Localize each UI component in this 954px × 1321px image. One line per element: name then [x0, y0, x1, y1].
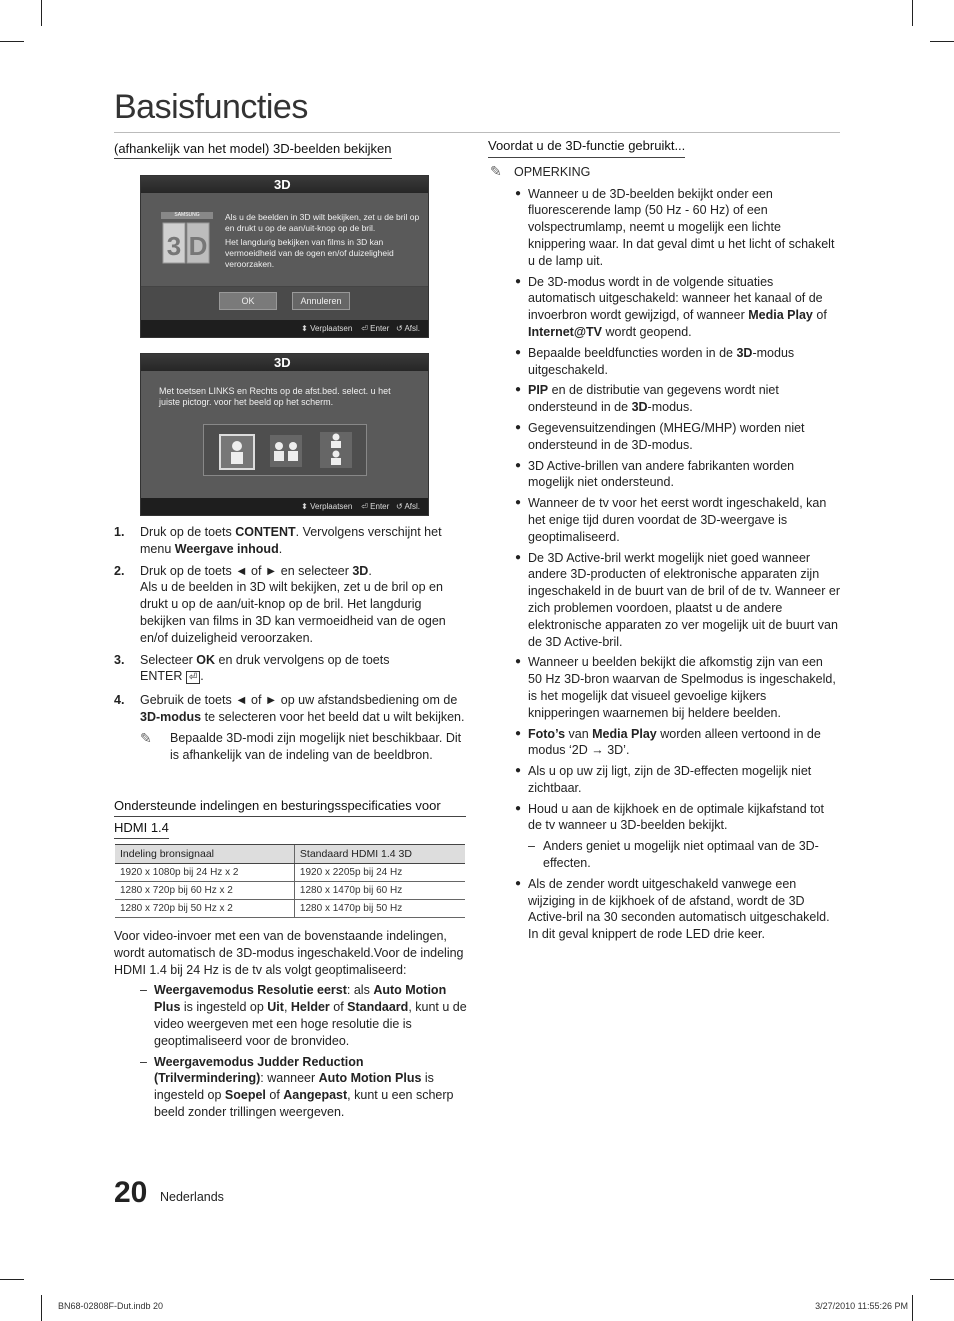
text: Houd u aan de kijkhoek en de optimale kijkafstand tot de tv wanneer u 3D-beelden bekijkt. [528, 801, 825, 833]
return-icon: ↺ [395, 502, 403, 511]
list-item: ● Foto’s van Media Play worden alleen vertoond in de modus ‘2D → 3D’. [515, 726, 821, 758]
bold-term: Internet@TV [528, 324, 602, 339]
footer-exit-label: Afsl. [404, 324, 420, 333]
text: Als de zender wordt uitgeschakeld vanwege een wijziging in de kijkhoek of de afstand, wordt de 3D Active-bril na 30 seconden automatisch uitgeschakeld. In dit geval knippert de rode LED drie keer. [528, 876, 830, 942]
section-heading-text: Voordat u de 3D-functie gebruikt... [488, 138, 685, 158]
bold-term: Weergavemodus Judder Reduction (Trilvermindering) [154, 1054, 364, 1086]
title-divider [114, 132, 840, 133]
osd-message [225, 212, 423, 270]
step-text: Druk op de toets [140, 525, 236, 539]
text: , kunt u de video weergeven met een hoge resolutie die is geoptimaliseerd voor de bronvideo. [154, 1000, 467, 1048]
list-item: ● Als u op uw zij ligt, zijn de 3D-effecten mogelijk niet zichtbaar. [515, 764, 812, 795]
cancel-button[interactable]: Annuleren [292, 292, 350, 310]
text: en de distributie van gegevens wordt niet ondersteund in de [528, 383, 779, 415]
bold-term: Weergavemodus Resolutie eerst [154, 983, 347, 998]
text: wordt geopend. [602, 324, 692, 339]
bold-term: PIP [528, 383, 549, 398]
section-heading-text: Ondersteunde indelingen en besturingsspecificaties voor [114, 795, 466, 817]
footer-enter-label: Enter [370, 324, 390, 333]
table-header: Standaard HDMI 1.4 3D [294, 845, 465, 864]
text: of [265, 1088, 284, 1103]
list-item: ● De 3D Active-bril werkt mogelijk niet goed wanneer andere 3D-producten of elektronische apparaten zijn ingeschakeld in de buurt van de bril of de tv. Wanneer er zich problemen voordoen, plaatst u de andere elektronische apparaten zo ver mogelijk uit de buurt van de 3D Active-bril. [515, 550, 840, 649]
text: : wanneer [260, 1071, 319, 1086]
crop-mark [912, 0, 913, 26]
footer-move-label: Verplaatsen [310, 324, 353, 333]
text: De 3D Active-bril werkt mogelijk niet goed wanneer andere 3D-producten of elektronische apparaten zijn ingeschakeld in de buurt van de bril of de tv. Wanneer er zich problemen voordoen, plaatst u de andere elektronische apparaten zo ver mogelijk uit de buurt van de 3D Active-bril. [528, 550, 840, 649]
section-heading-3d [114, 140, 392, 159]
pencil-note-icon: ✎ [140, 729, 152, 746]
step-note [114, 730, 466, 764]
section-heading-text: (afhankelijk van het model) 3D-beelden bekijken [114, 141, 392, 159]
step-key: CONTENT [235, 525, 296, 539]
step-2 [114, 563, 466, 647]
bold-term: Uit [267, 1000, 284, 1015]
osd-3d-mode-select [140, 353, 429, 516]
bold-term: Auto Motion Plus [154, 983, 447, 1015]
bold-term: Auto Motion Plus [318, 1071, 422, 1086]
dash-marker: – [140, 1054, 147, 1069]
bold-term: 3D [736, 345, 753, 360]
step-key: 3D [352, 563, 369, 578]
step-text: te selecteren voor het beeld dat u wilt bekijken. [201, 709, 465, 724]
step-3 [114, 652, 466, 688]
osd-message: Met toetsen LINKS en Rechts op de afst.bed. select. u het juiste pictogr. voor het beeld op het scherm. [159, 386, 391, 407]
osd-footer [141, 498, 428, 515]
footer-exit-label: Afsl. [404, 502, 420, 511]
text: Bepaalde beeldfuncties worden in de [528, 345, 737, 360]
list-item: ● Als de zender wordt uitgeschakeld vanwege een wijziging in de kijkhoek of de afstand, wordt de 3D Active-bril na 30 seconden automatisch uitgeschakeld. In dit geval knippert de rode LED drie keer. [515, 876, 830, 942]
return-icon: ↺ [395, 324, 403, 333]
text: Wanneer u beelden bekijkt die afkomstig zijn van een 50 Hz 3D-bron waarvan de Spelmodus is ingeschakeld, is het mogelijk dat visueel gevoelige kijkers knipperingen waarnemen bij heldere beelden. [528, 655, 836, 720]
list-item: ● Bepaalde beeldfuncties worden in de 3D-modus uitgeschakeld. [515, 345, 795, 377]
enter-icon: ⏎ [361, 324, 368, 333]
text: , kunt u een scherp beeld zonder trillingen weergeven. [154, 1088, 454, 1119]
osd-title: 3D [141, 354, 428, 371]
move-icon: ⬍ [301, 324, 308, 333]
step-key: 3D-modus [140, 709, 202, 724]
bold-term: Aangepast [283, 1088, 348, 1103]
table-cell: 1280 x 720p bij 50 Hz x 2 [115, 900, 294, 918]
table-row [115, 900, 465, 918]
step-number: 2. [114, 563, 125, 578]
dash-item-resolution [114, 982, 468, 1049]
mode-side-by-side-icon[interactable] [270, 435, 302, 467]
text: Anders geniet u mogelijk niet optimaal van de 3D-effecten. [543, 839, 819, 871]
list-item: ● Houd u aan de kijkhoek en de optimale kijkafstand tot de tv wanneer u 3D-beelden bekijkt. [515, 801, 825, 833]
step-number: 3. [114, 652, 125, 667]
table-cell: 1280 x 1470p bij 60 Hz [294, 882, 465, 900]
step-number: 1. [114, 525, 125, 539]
note-label: OPMERKING [514, 164, 591, 179]
text: -modus. [647, 400, 693, 415]
print-date-info: 3/27/2010 11:55:26 PM [815, 1301, 908, 1311]
crop-mark [930, 41, 954, 42]
table-row [115, 882, 465, 900]
list-item: ● Wanneer u beelden bekijkt die afkomstig zijn van een 50 Hz 3D-bron waarvan de Spelmodus is ingeschakeld, is het mogelijk dat visueel gevoelige kijkers knipperingen waarnemen bij heldere beelden. [515, 655, 836, 720]
move-icon: ⬍ [301, 502, 308, 511]
crop-mark [41, 0, 42, 26]
osd-footer [141, 320, 428, 337]
text: , [283, 1000, 291, 1015]
page-number: 20 [114, 1176, 148, 1209]
text: -modus uitgeschakeld. [528, 345, 795, 377]
footer-language: Nederlands [160, 1190, 224, 1204]
mode-2d-icon[interactable] [219, 434, 255, 470]
text: De 3D-modus wordt in de volgende situaties automatisch uitgeschakeld: wanneer het kanaal of de invoerbron wordt gewijzigd, of wanneer [528, 274, 823, 323]
paragraph-text: Voor video-invoer met een van de bovenstaande indelingen, wordt automatisch de 3D-modus ingeschakeld.Voor de indeling HDMI 1.4 bij 24 Hz is de tv als volgt geoptimaliseerd: [114, 929, 464, 977]
list-item: ● De 3D-modus wordt in de volgende situaties automatisch uitgeschakeld: wanneer het kanaal of de invoerbron wordt gewijzigd, of wanneer Media Play of Internet@TV wordt geopend. [515, 274, 827, 339]
table-cell: 1280 x 1470p bij 50 Hz [294, 900, 465, 918]
osd-text-2: Het langdurig bekijken van films in 3D kan vermoeidheid van de ogen en/of duizeligheid veroorzaken. [225, 237, 394, 269]
ok-button[interactable]: OK [219, 292, 277, 310]
text: Als u op uw zij ligt, zijn de 3D-effecten mogelijk niet zichtbaar. [528, 764, 812, 795]
step-number: 4. [114, 693, 125, 708]
text: of [329, 1000, 348, 1015]
list-item: ● 3D Active-brillen van andere fabrikanten worden mogelijk niet ondersteund. [515, 458, 795, 490]
step-text: Selecteer [140, 652, 197, 667]
step-text: Gebruik de toets ◄ of ► op uw afstandsbediening om de [140, 693, 458, 708]
text: : als [346, 983, 374, 998]
text: is ingesteld op [154, 1071, 434, 1103]
note-header [488, 164, 840, 181]
text: of [812, 308, 827, 323]
svg-text:D: D [188, 231, 208, 261]
osd-title: 3D [141, 176, 428, 193]
crop-mark [41, 1295, 42, 1321]
step-note-text: Bepaalde 3D-modi zijn mogelijk niet beschikbaar. Dit is afhankelijk van de indeling van de beeldbron. [170, 730, 462, 762]
sub-list-item: – Anders geniet u mogelijk niet optimaal van de 3D-effecten. [528, 839, 819, 871]
footer-enter-label: Enter [370, 502, 390, 511]
step-text: . [200, 669, 204, 684]
step-key: Weergave inhoud [174, 541, 279, 556]
page-title: Basisfuncties [114, 88, 308, 126]
crop-mark [912, 1295, 913, 1321]
bold-term: Standaard [347, 1000, 409, 1015]
bold-term: Media Play [592, 726, 657, 741]
text: is ingesteld op [180, 1000, 268, 1015]
pencil-note-icon: ✎ [490, 162, 502, 179]
instruction-steps [114, 524, 466, 768]
hdmi-paragraph [114, 928, 468, 1121]
step-text: Druk op de toets ◄ of ► en selecteer [140, 563, 353, 578]
list-item: ● PIP en de distributie van gegevens wordt niet ondersteund in de 3D-modus. [515, 383, 779, 415]
mode-top-bottom-icon[interactable] [320, 432, 352, 468]
list-item: ● Wanneer de tv voor het eerst wordt ingeschakeld, kan het enige tijd duren voordat de 3D-weergave is geoptimaliseerd. [515, 496, 827, 544]
step-detail: Als u de beelden in 3D wilt bekijken, zet u de bril op en drukt u op de aan/uit-knop op de bril. Het langdurig bekijken van films in 3D kan vermoeidheid van de ogen en/of duizeligheid veroorzaken. [140, 580, 446, 645]
text: Wanneer u de 3D-beelden bekijkt onder een fluorescerende lamp (50 Hz - 60 Hz) of een volspectrumlamp, neemt u mogelijk een lichte knippering waar. In dat geval dimt u het licht of schakelt u de lamp uit. [528, 186, 835, 268]
list-item: ● Wanneer u de 3D-beelden bekijkt onder een fluorescerende lamp (50 Hz - 60 Hz) of een volspectrumlamp, neemt u mogelijk een lichte knippering waar. In dat geval dimt u het licht of schakelt u de lamp uit. [515, 186, 835, 268]
table-cell: 1920 x 1080p bij 24 Hz x 2 [115, 864, 294, 882]
samsung-3d-logo-icon [161, 212, 213, 268]
table-cell: 1280 x 720p bij 60 Hz x 2 [115, 882, 294, 900]
step-text: . [278, 541, 283, 556]
text: 3D Active-brillen van andere fabrikanten worden mogelijk niet ondersteund. [528, 458, 795, 490]
text: van [565, 726, 593, 741]
text: worden alleen vertoond in de modus ‘2D → 3D’. [528, 726, 821, 758]
table-header: Indeling bronsignaal [115, 845, 294, 864]
step-key: OK [196, 652, 216, 667]
enter-icon: ⏎ [361, 502, 368, 511]
step-text: . Vervolgens verschijnt het menu [140, 525, 442, 556]
text: Wanneer de tv voor het eerst wordt ingeschakeld, kan het enige tijd duren voordat de 3D-weergave is geoptimaliseerd. [528, 496, 827, 544]
text: Gegevensuitzendingen (MHEG/MHP) worden niet ondersteund in de 3D-modus. [528, 420, 805, 452]
section-heading-text: HDMI 1.4 [114, 817, 169, 839]
dash-item-judder [114, 1054, 468, 1121]
mode-icon-panel [203, 424, 367, 476]
step-text: . [368, 563, 372, 578]
section-heading-hdmi [114, 795, 466, 839]
dash-marker: – [140, 983, 147, 998]
svg-text:3: 3 [166, 231, 182, 261]
crop-mark [0, 41, 24, 42]
bold-term: Media Play [748, 308, 813, 323]
enter-key-icon: ⏎ [186, 671, 200, 684]
table-cell: 1920 x 2205p bij 24 Hz [294, 864, 465, 882]
bold-term: Helder [290, 1000, 330, 1015]
format-table [115, 844, 465, 918]
osd-3d-warning [140, 175, 429, 338]
step-text: en druk vervolgens op de toets [215, 652, 390, 667]
crop-mark [0, 1279, 24, 1280]
table-row [115, 864, 465, 882]
bold-term: Foto’s [528, 726, 566, 741]
samsung-logo-text: SAMSUNG [161, 212, 213, 219]
3d-glyph-icon [161, 219, 213, 267]
step-key: ENTER [140, 669, 183, 684]
step-4 [114, 692, 466, 763]
list-item: ● Gegevensuitzendingen (MHEG/MHP) worden niet ondersteund in de 3D-modus. [515, 420, 805, 452]
footer-move-label: Verplaatsen [310, 502, 353, 511]
print-file-info: BN68-02808F-Dut.indb 20 [58, 1301, 164, 1311]
bold-term: 3D [631, 400, 648, 415]
step-1 [114, 524, 466, 558]
bold-term: Soepel [224, 1088, 266, 1103]
osd-text-1: Als u de beelden in 3D wilt bekijken, zet u de bril op en drukt u op de aan/uit-knop op de bril. [225, 212, 420, 233]
right-column-notes [488, 138, 840, 947]
crop-mark [930, 1279, 954, 1280]
